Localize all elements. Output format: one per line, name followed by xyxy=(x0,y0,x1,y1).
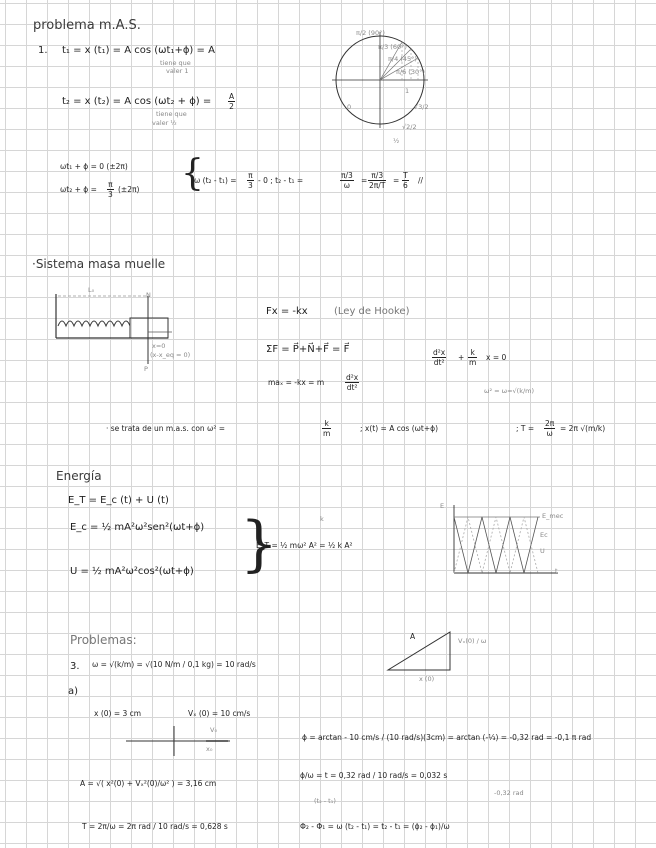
note-must-be-one-a: tiene que xyxy=(160,59,191,67)
initial-time: ϕ/ω = t = 0,32 rad / 10 rad/s = 0,032 s xyxy=(300,771,448,780)
triangle-label-side: Vₓ(0) / ω xyxy=(458,637,487,645)
phase-note: -0,32 rad xyxy=(494,789,524,797)
graph-label-ec: Ec xyxy=(540,531,548,539)
period-formula: = 2π √(m/k) xyxy=(560,424,606,433)
page-title: problema m.A.S. xyxy=(33,18,141,33)
energy-kinetic: E_c = ½ mA²ω²sen²(ωt+ϕ) xyxy=(70,522,205,533)
spring-label-n: N xyxy=(146,291,151,299)
newton-equation: maₓ = -kx = m xyxy=(268,378,325,387)
hooke-note: (Ley de Hooke) xyxy=(334,306,410,317)
note-must-be-one-b: valer 1 xyxy=(166,67,189,75)
circle-label-sqrt3: √3/2 xyxy=(414,103,429,111)
section-title-energy: Energía xyxy=(56,469,102,483)
equation-t1: t₁ = x (t₁) = A cos (ωt₁+ϕ) = A xyxy=(62,45,215,56)
ode-end: x = 0 xyxy=(486,353,507,362)
condition-2: ωt₂ + ϕ = xyxy=(60,185,97,194)
circle-label-half: ½ xyxy=(393,137,400,145)
circle-label-0: 0 xyxy=(347,103,352,111)
omega-squared-note: ω² = ω=√(k/m) xyxy=(484,387,535,395)
circle-label-45: π/4 (45°) xyxy=(388,55,417,63)
circle-label-sqrt2: √2/2 xyxy=(402,123,417,131)
circle-label-30: π/6 (30°) xyxy=(396,68,425,76)
section-title-spring: ·Sistema masa muelle xyxy=(32,257,166,271)
phase-constant: ϕ = arctan - 10 cm/s / (10 rad/s)(3cm) = arctan (-⅓) = -0,32 rad = -0,1 π rad xyxy=(302,733,592,742)
hooke-law: Fx = -kx xyxy=(266,306,308,317)
energy-potential: U = ½ mA²ω²cos²(ωt+ϕ) xyxy=(70,566,194,577)
result-fraction-4: $\frac{T}{6}$ xyxy=(403,171,408,190)
period-result: T = 2π/ω = 2π rad / 10 rad/s = 0,628 s xyxy=(82,822,228,831)
graph-label-emec: E_mec xyxy=(542,512,564,520)
ode-plus: + xyxy=(458,353,465,362)
result-fraction-3: $\frac{\pi/3}{2\pi/T}$ xyxy=(369,171,386,190)
amplitude: A = √( x²(0) + Vₓ²(0)/ω² ) = 3,16 cm xyxy=(80,779,217,788)
triangle-label-base: x (0) xyxy=(419,675,435,683)
result-b: - 0 ; t₂ - t₁ = xyxy=(258,176,304,185)
initial-velocity: Vₓ (0) = 10 cm/s xyxy=(188,709,251,718)
part-a: a) xyxy=(68,686,79,697)
initial-time-note: (t₂ - t₁) xyxy=(314,797,336,805)
ode-derivative: $\frac{\text{d²x}}{\text{dt²}}$ xyxy=(433,348,446,367)
condition-2-fraction: $\frac{\pi}{3}$ xyxy=(108,180,113,199)
brace: } xyxy=(240,509,279,579)
energy-k-note: k xyxy=(320,515,324,523)
result-end-mark: // xyxy=(418,176,424,185)
triangle-label-a: A xyxy=(410,632,416,641)
position-function: ; x(t) = A cos (ωt+ϕ) xyxy=(360,424,439,433)
period-label: ; T = xyxy=(516,424,535,433)
mas-omega-fraction: $\frac{k}{m}$ xyxy=(323,419,331,438)
result-fraction-1: $\frac{\pi}{3}$ xyxy=(248,171,253,190)
circle-label-1: 1 xyxy=(405,87,410,95)
equals-sign: = xyxy=(393,176,400,185)
phase-triangle xyxy=(386,628,466,674)
note-must-be-half-a: tiene que xyxy=(156,110,187,118)
circle-label-60: π/3 (60°) xyxy=(378,43,407,51)
sum-of-forces: ΣF = P⃗+N⃗+F⃗ = F⃗ xyxy=(266,344,350,355)
initial-position: x (0) = 3 cm xyxy=(94,709,142,718)
equation-t2-fraction: $\frac{A}{2}$ xyxy=(229,92,235,111)
mas-conclusion: · se trata de un m.a.s. con ω² = xyxy=(106,424,226,433)
ode-coefficient: $\frac{k}{m}$ xyxy=(469,348,477,367)
period-fraction: $\frac{2\pi}{\omega}$ xyxy=(545,419,555,438)
result-fraction-2: $\frac{\pi/3}{\omega}$ xyxy=(341,171,353,190)
energy-mechanical: E_T = ½ mω² A² = ½ k A² xyxy=(256,541,353,550)
circle-label-90: π/2 (90°) xyxy=(356,29,385,37)
condition-1: ωt₁ + ϕ = 0 (±2π) xyxy=(60,162,128,171)
problem-number: 1. xyxy=(38,45,48,56)
phase-difference: Φ₂ - Φ₁ = ω (t₂ - t₁) = t₂ - t₁ = (ϕ₂ - ϕ₁)/ω xyxy=(300,822,450,831)
graph-label-t: t xyxy=(555,567,558,575)
condition-2-range: (±2π) xyxy=(118,185,140,194)
problem-3-number: 3. xyxy=(70,661,80,672)
initial-condition-axis xyxy=(124,724,234,758)
axis-label-v0: V₀ xyxy=(210,726,218,734)
note-must-be-half-b: valer ½ xyxy=(152,119,177,127)
spring-label-xeq: (x-x_eq = 0) xyxy=(150,351,191,359)
axis-label-x0: x₀ xyxy=(206,745,213,753)
result-a: ω (t₂ - t₁) = xyxy=(194,176,237,185)
spring-label-p: P xyxy=(144,365,148,373)
energy-total: E_T = E_c (t) + U (t) xyxy=(68,495,169,506)
omega-calculation: ω = √(k/m) = √(10 N/m / 0,1 kg) = 10 rad/s xyxy=(92,660,256,669)
spring-label-l0: L₀ xyxy=(88,286,95,294)
section-title-problems: Problemas: xyxy=(70,633,137,647)
graph-label-e: E xyxy=(440,502,445,510)
equals-sign: = xyxy=(361,176,368,185)
spring-label-x0: x=0 xyxy=(152,342,166,350)
graph-label-u: U xyxy=(540,547,545,555)
newton-derivative: $\frac{\text{d²x}}{\text{dt²}}$ xyxy=(346,373,359,392)
equation-t2: t₂ = x (t₂) = A cos (ωt₂ + ϕ) = xyxy=(62,96,212,107)
brace: { xyxy=(181,153,204,194)
